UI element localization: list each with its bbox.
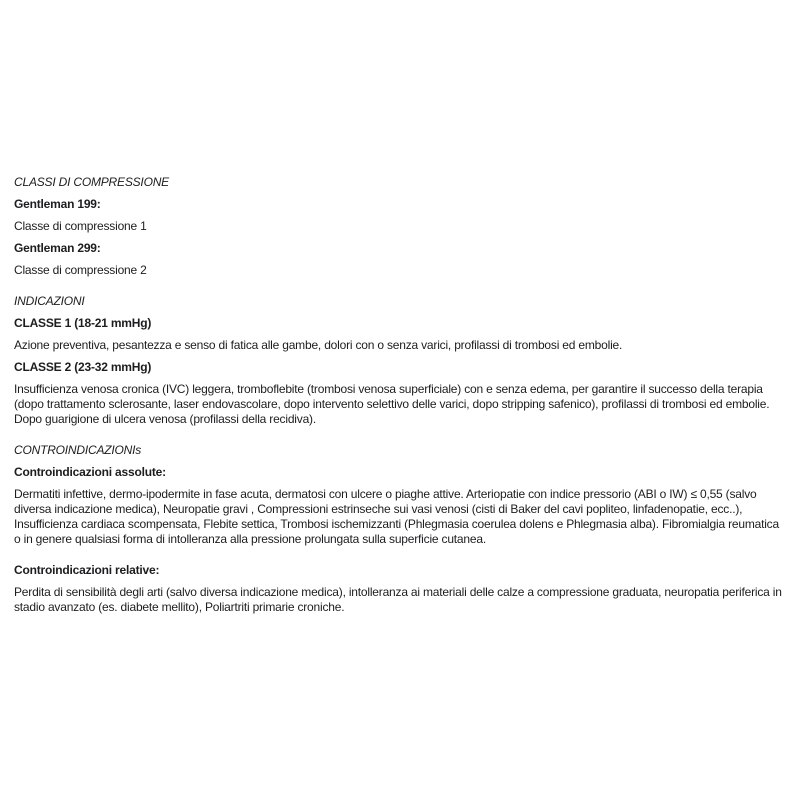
label-classe-2: CLASSE 2 (23-32 mmHg)	[14, 360, 152, 374]
section-classi-di-compressione	[14, 175, 786, 278]
paragraph-classe-2-indicazioni: Insufficienza venosa cronica (IVC) leggera, tromboflebite (trombosi venosa superficiale) con e senza edema, per garantire il successo della terapia (dopo trattamento sclerosante, laser endovascolare, dopo intervento selettivo delle varici, dopo stripping safenico), profilassi di trombosi ed embolie. Dopo guarigione di ulcera venosa (profilassi della recidiva).	[14, 382, 770, 426]
value-classe-compressione-2: Classe di compressione 2	[14, 263, 147, 277]
section-controindicazioni-relative	[14, 563, 786, 615]
paragraph-classe-1-indicazioni: Azione preventiva, pesantezza e senso di fatica alle gambe, dolori con o senza varici, profilassi di trombosi ed embolie.	[14, 338, 623, 352]
section-indicazioni	[14, 294, 786, 427]
label-gentleman-199: Gentleman 199:	[14, 197, 101, 211]
section-heading-controindicazioni: CONTROINDICAZIONIs	[14, 443, 142, 457]
value-classe-compressione-1: Classe di compressione 1	[14, 219, 147, 233]
label-classe-1: CLASSE 1 (18-21 mmHg)	[14, 316, 152, 330]
paragraph-controindicazioni-relative: Perdita di sensibilità degli arti (salvo diversa indicazione medica), intolleranza ai materiali delle calze a compressione graduata, neuropatia periferica in stadio avanzato (es. diabete mellito), Poliartriti primarie croniche.	[14, 585, 782, 614]
paragraph-controindicazioni-assolute: Dermatiti infettive, dermo-ipodermite in fase acuta, dermatosi con ulcere o piaghe attive. Arteriopatie con indice pressorio (ABI o IW) ≤ 0,55 (salvo diversa indicazione medica), Neuropatie gravi , Compressioni estrinseche sui vasi venosi (cisti di Baker del cavi popliteo, linfadenopatie, ecc..), Insufficienza cardiaca scompensata, Flebite settica, Trombosi ischemizzanti (Phlegmasia coerulea dolens e Phlegmasia alba). Fibromialgia reumatica o in genere qualsiasi forma di intolleranza alla pressione prolungata sulla superficie cutanea.	[14, 487, 779, 546]
label-controindicazioni-assolute: Controindicazioni assolute:	[14, 465, 166, 479]
label-controindicazioni-relative: Controindicazioni relative:	[14, 563, 160, 577]
section-heading-classi-di-compressione: CLASSI DI COMPRESSIONE	[14, 175, 169, 189]
section-controindicazioni	[14, 443, 786, 547]
section-heading-indicazioni: INDICAZIONI	[14, 294, 85, 308]
label-gentleman-299: Gentleman 299:	[14, 241, 101, 255]
